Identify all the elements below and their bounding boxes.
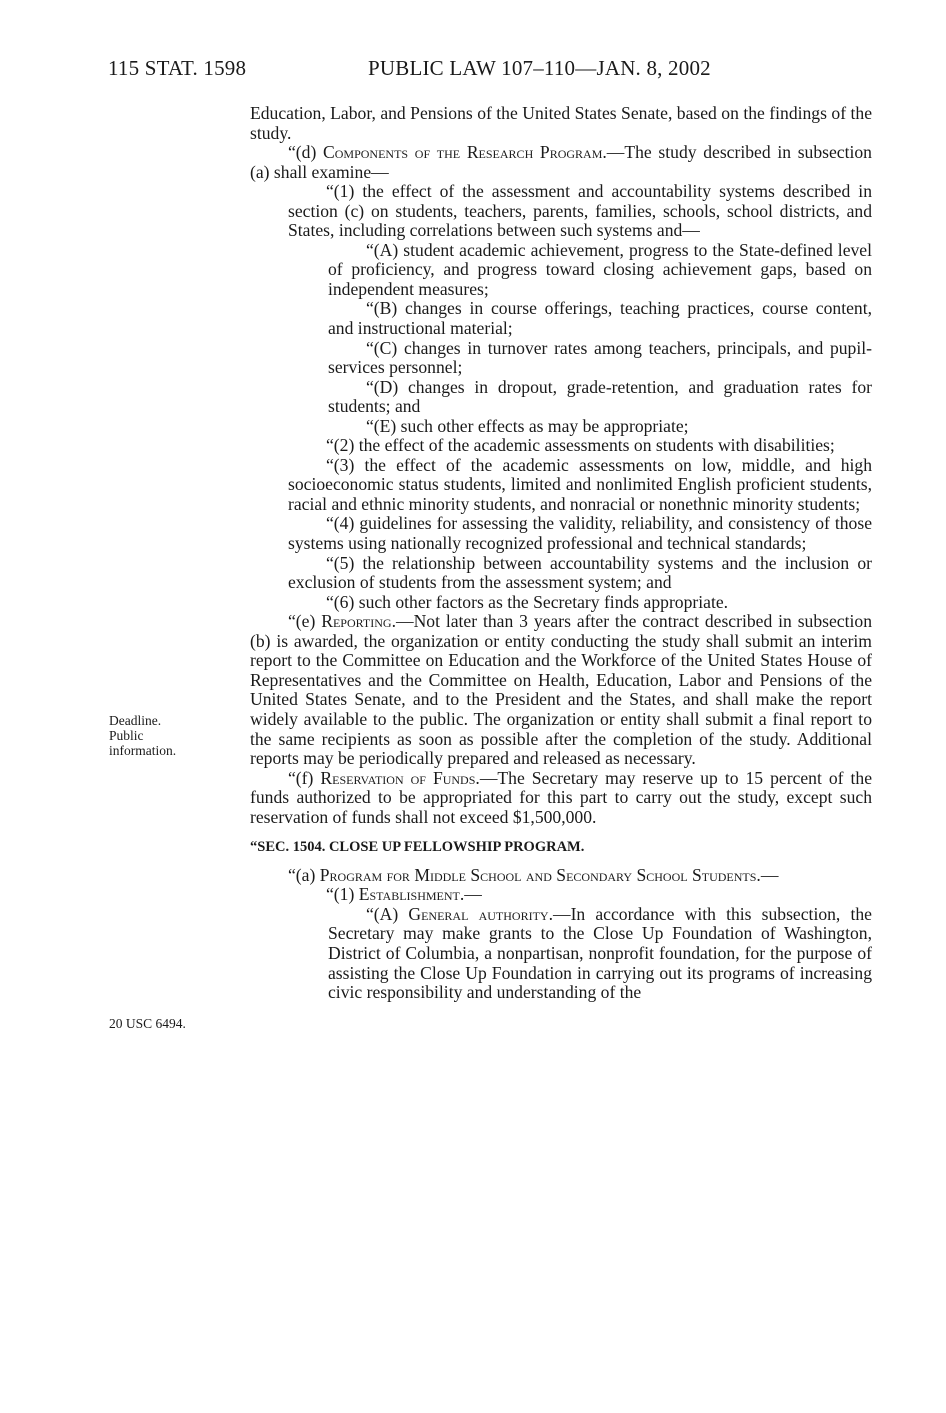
paragraph: Education, Labor, and Pensions of the United States Senate, based on the findings of the study. (250, 103, 872, 143)
paragraph-d (250, 143, 872, 182)
paragraph-f (250, 769, 872, 828)
running-header: PUBLIC LAW 107–110—JAN. 8, 2002 (368, 56, 711, 80)
para-heading: General authority. (408, 903, 553, 924)
paragraph-E: “(E) such other effects as may be appropriate; (366, 415, 689, 436)
document-body (250, 104, 872, 1003)
paragraph-3: “(3) the effect of the academic assessments on low, middle, and high socioeconomic status students, limited and nonlimited English proficient students, racial and ethnic minority students, and nonracial or nonethnic minority students; (288, 454, 872, 514)
paragraph-e (250, 612, 872, 768)
paragraph-A-general-authority (250, 905, 872, 1003)
paragraph-5: “(5) the relationship between accountability systems and the inclusion or exclusion of students from the assessment system; and (288, 552, 872, 593)
paragraph-B: “(B) changes in course offerings, teaching practices, course content, and instructional material; (328, 298, 872, 339)
paragraph-A: “(A) student academic achievement, progress to the State-defined level of proficiency, and progress toward closing achievement gaps, based on independent measures; (328, 239, 872, 299)
para-text: —Not later than 3 years after the contract described in subsection (b) is awarded, the organization or entity conducting the study shall submit an interim report to the Committee on Education and the Workforce of the United States House of Representatives and the Committee on Health, Education, Labor and Pensions of the United States Senate, and to the President and the States, and shall make the report widely available to the public. The organization or entity shall submit a final report to the same recipients as soon as possible after the completion of the study. Additional reports may be periodically prepared and released as necessary. (250, 611, 872, 769)
margin-note-line: information. (109, 743, 177, 758)
para-heading: Components of the Research Program. (323, 142, 607, 163)
paragraph-D: “(D) changes in dropout, grade-retention, and graduation rates for students; and (328, 376, 872, 417)
para-prefix: “(A) (366, 903, 409, 924)
para-prefix: “(d) (288, 142, 324, 163)
margin-note-deadline (109, 713, 176, 758)
margin-note-line: Deadline. (109, 713, 162, 728)
para-heading: Establishment. (358, 884, 465, 905)
para-text: —The study described in subsection (a) shall examine— (250, 142, 872, 182)
para-heading: Reservation of Funds. (320, 767, 480, 788)
para-text: — (464, 884, 482, 905)
section-heading: “SEC. 1504. CLOSE UP FELLOWSHIP PROGRAM. (250, 839, 585, 856)
paragraph-6: “(6) such other factors as the Secretary finds appropriate. (326, 591, 729, 612)
para-prefix: “(f) (288, 767, 321, 788)
page-stat-number: 115 STAT. 1598 (108, 56, 247, 80)
margin-note-usc: 20 USC 6494. (109, 1016, 186, 1031)
para-text: — (760, 864, 779, 885)
para-heading: Program for Middle School and Secondary School Students. (319, 864, 761, 885)
paragraph-4: “(4) guidelines for assessing the validity, reliability, and consistency of those systems using nationally recognized professional and technical standards; (288, 513, 872, 554)
para-prefix: “(a) (288, 864, 320, 885)
para-prefix: “(e) (288, 611, 322, 632)
margin-note-line: Public (109, 728, 144, 743)
paragraph-2: “(2) the effect of the academic assessments on students with disabilities; (326, 435, 835, 456)
para-text: —The Secretary may reserve up to 15 percent of the funds authorized to be appropriated for this part to carry out the study, except such reservation of funds shall not exceed $1,500,000. (250, 767, 873, 827)
paragraph-a (250, 866, 872, 886)
paragraph-1: “(1) the effect of the assessment and accountability systems described in section (c) on students, teachers, parents, families, schools, school districts, and States, including correlations between such systems and— (288, 181, 872, 241)
para-heading: Reporting. (321, 611, 396, 632)
paragraph-1-establishment (250, 885, 872, 905)
para-text: —In accordance with this subsection, the Secretary may make grants to the Close Up Foundation of Washington, District of Columbia, a nonpartisan, nonprofit foundation, for the purpose of assisting the Close Up Foundation in carrying out its programs of increasing civic responsibility and understanding of the (328, 903, 872, 1003)
para-prefix: “(1) (326, 884, 359, 905)
paragraph-C: “(C) changes in turnover rates among teachers, principals, and pupil-services personnel; (328, 337, 872, 378)
